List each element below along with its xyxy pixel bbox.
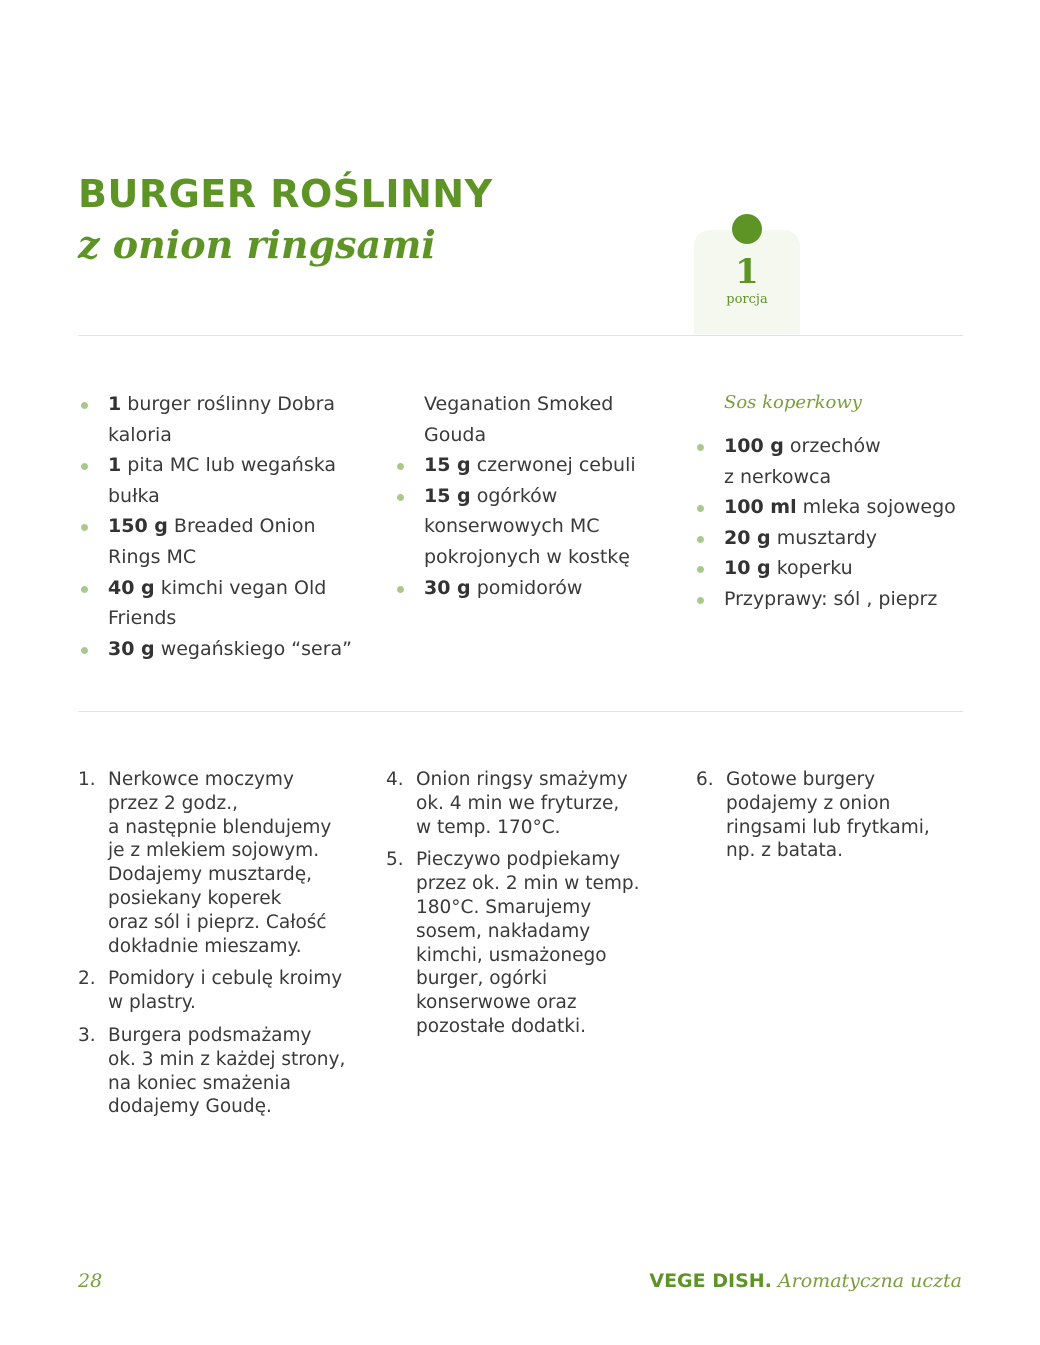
step-item: 1. Nerkowce moczymy przez 2 godz., a następnie blendujemy je z mlekiem sojowym. Dodajemy musztardę, posiekany koperek oraz sól i pieprz. Całość dokładnie mieszamy. [78,769,332,957]
ingredient-continuation: Veganation Smoked Gouda [424,393,614,446]
footer-brand [649,1270,962,1292]
sauce-item: Przyprawy: sól , pieprz [694,584,974,615]
ingredient-item: 1 pita MC lub wegańska bułka [78,450,378,511]
ingredient-item: 150 g Breaded Onion Rings MC [78,511,378,572]
ingredient-item: 40 g kimchi vegan Old Friends [78,573,378,634]
sauce-item: 100 g orzechów z nerkowca [694,431,974,492]
step-item: 2. Pomidory i cebulę kroimy w plastry. [78,968,343,1014]
brand-name: VEGE DISH. [649,1270,772,1292]
steps-column-3 [696,768,976,872]
step-item: 4. Onion ringsy smażymy ok. 4 min we fryturze, w temp. 170°C. [386,769,628,838]
brand-tagline: Aromatyczna uczta [771,1270,962,1292]
ingredients-column-1 [78,389,378,664]
ingredient-item: 30 g pomidorów [394,573,684,604]
page-number: 28 [78,1270,103,1292]
portion-badge [694,230,800,334]
portion-number: 1 [735,252,759,292]
step-item: 5. Pieczywo podpiekamy przez ok. 2 min w temp. 180°C. Smarujemy sosem, nakładamy kimchi, usmażonego burger, ogórki konserwowe oraz pozostałe dodatki. [386,849,640,1037]
sauce-ingredients [694,431,974,615]
sauce-item: 10 g koperku [694,553,974,584]
recipe-subtitle: z onion ringsami [78,222,436,267]
ingredients-column-2 [394,389,684,603]
steps-column-2 [386,768,676,1048]
step-item: 6. Gotowe burgery podajemy z onion ringsami lub frytkami, np. z batata. [696,769,930,862]
ingredient-item: 1 burger roślinny Dobra kaloria [78,389,378,450]
sauce-item: 100 ml mleka sojowego [694,492,974,523]
sauce-title: Sos koperkowy [724,392,862,413]
steps-column-1 [78,768,368,1128]
sauce-item: 20 g musztardy [694,523,974,554]
ingredient-item: 30 g wegańskiego “sera” [78,634,378,665]
step-item: 3. Burgera podsmażamy ok. 3 min z każdej strony, na koniec smażenia dodajemy Goudę. [78,1024,346,1118]
divider-top [78,335,963,336]
ingredient-item: 15 g czerwonej cebuli [394,450,684,481]
portion-unit: porcja [726,292,768,307]
ingredient-item: 15 g ogórków konserwowych MC pokrojonych w kostkę [394,481,684,573]
recipe-title: BURGER ROŚLINNY [78,172,493,216]
portion-dot-icon [732,214,762,244]
divider-middle [78,711,963,712]
